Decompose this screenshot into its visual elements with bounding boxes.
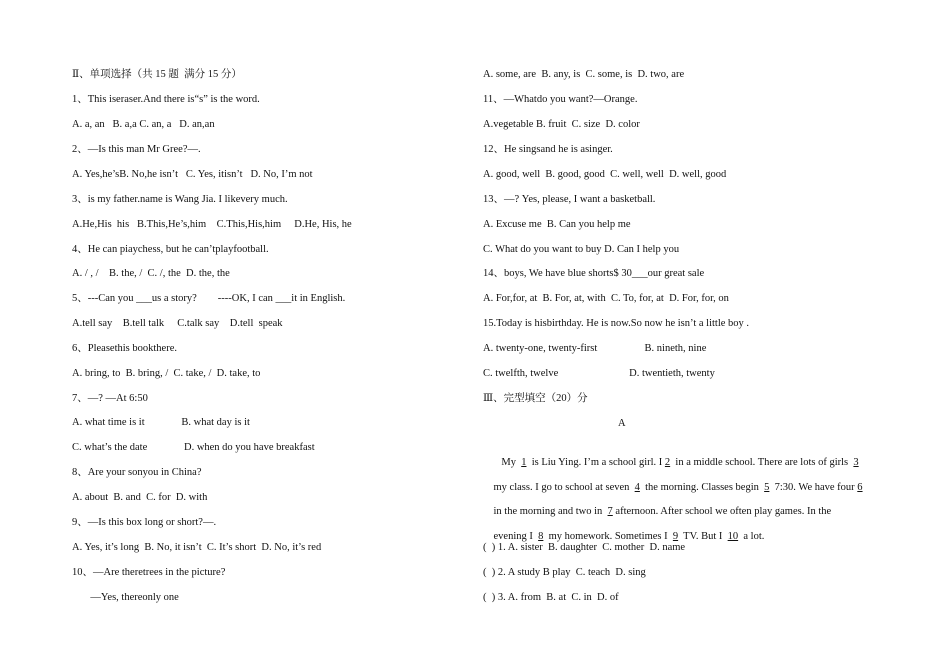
question-15: 15.Today is hisbirthday. He is now.So now he isn’t a little boy . — [483, 318, 750, 329]
options-11: A.vegetable B. fruit C. size D. color — [483, 119, 640, 130]
cloze-line-4: evening I 8 my homework. Sometimes I 9 TV. But I 10 a lot. — [493, 531, 765, 542]
options-14: A. For,for, at B. For, at, with C. To, for, at D. For, for, on — [483, 293, 729, 304]
options-3: A.He,His his B.This,He’s,him C.This,His,him D.He, His, he — [72, 219, 352, 230]
blank-9: 9 — [672, 531, 679, 542]
options-7b: C. what’s the date D. when do you have breakfast — [72, 442, 315, 453]
question-10: 10、—Are theretrees in the picture? — [72, 567, 226, 578]
cloze-line-1: My 1 is Liu Ying. I’m a school girl. I 2 in a middle school. There are lots of girls 3 — [493, 457, 859, 468]
options-13b: C. What do you want to buy D. Can I help you — [483, 244, 680, 255]
options-6: A. bring, to B. bring, / C. take, / D. take, to — [72, 368, 261, 379]
question-11: 11、—Whatdo you want?—Orange. — [483, 94, 638, 105]
options-2: A. Yes,he’sB. No,he isn’t C. Yes, itisn’t D. No, I’m not — [72, 169, 313, 180]
options-7a: A. what time is it B. what day is it — [72, 417, 250, 428]
passage-a-label: A — [618, 418, 626, 429]
blank-4: 4 — [634, 482, 640, 493]
question-14: 14、boys, We have blue shorts$ 30___our great sale — [483, 268, 705, 279]
blank-5: 5 — [764, 482, 770, 493]
cloze-options-2: ( ) 2. A study B play C. teach D. sing — [483, 567, 646, 578]
options-15b: C. twelfth, twelve D. twentieth, twenty — [483, 368, 715, 379]
question-12: 12、He singsand he is asinger. — [483, 144, 613, 155]
cloze-line-3: in the morning and two in 7 afternoon. After school we often play games. In the — [493, 506, 832, 517]
options-5: A.tell say B.tell talk C.talk say D.tell speak — [72, 318, 283, 329]
question-8: 8、Are your sonyou in China? — [72, 467, 202, 478]
options-10: A. some, are B. any, is C. some, is D. two, are — [483, 69, 685, 80]
options-15a: A. twenty-one, twenty-first B. nineth, nine — [483, 343, 707, 354]
question-5: 5、---Can you ___us a story? ----OK, I can ___it in English. — [72, 293, 346, 304]
options-12: A. good, well B. good, good C. well, well D. well, good — [483, 169, 727, 180]
cloze-line-2: my class. I go to school at seven 4 the morning. Classes begin 5 7:30. We have four 6 — [493, 482, 863, 493]
options-4: A. / , / B. the, / C. /, the D. the, the — [72, 268, 230, 279]
options-9: A. Yes, it’s long B. No, it isn’t C. It’s short D. No, it’s red — [72, 542, 322, 553]
blank-1: 1 — [521, 457, 527, 468]
cloze-options-3: ( ) 3. A. from B. at C. in D. of — [483, 592, 619, 603]
question-3: 3、is my father.name is Wang Jia. I likevery much. — [72, 194, 288, 205]
blank-2: 2 — [664, 457, 671, 468]
question-10-reply: —Yes, thereonly one — [72, 592, 179, 603]
options-1: A. a, an B. a,a C. an, a D. an,an — [72, 119, 215, 130]
question-7: 7、—? —At 6:50 — [72, 393, 148, 404]
question-4: 4、He can piaychess, but he can’tplayfootball. — [72, 244, 269, 255]
options-8: A. about B. and C. for D. with — [72, 492, 208, 503]
cloze-options-1: ( ) 1. A. sister B. daughter C. mother D. name — [483, 542, 686, 553]
blank-6: 6 — [857, 482, 863, 493]
blank-8: 8 — [538, 531, 544, 542]
blank-3: 3 — [853, 457, 859, 468]
question-6: 6、Pleasethis bookthere. — [72, 343, 177, 354]
question-9: 9、—Is this box long or short?—. — [72, 517, 217, 528]
section-heading: Ⅱ、单项选择（共 15 题 满分 15 分） — [72, 69, 242, 80]
question-2: 2、—Is this man Mr Gree?—. — [72, 144, 201, 155]
question-1: 1、This iseraser.And there is“s” is the word. — [72, 94, 260, 105]
blank-7: 7 — [607, 506, 613, 517]
blank-10: 10 — [727, 531, 739, 542]
question-13: 13、—? Yes, please, I want a basketball. — [483, 194, 656, 205]
options-13a: A. Excuse me B. Can you help me — [483, 219, 631, 230]
cloze-section-heading: Ⅲ、完型填空（20）分 — [483, 393, 588, 404]
